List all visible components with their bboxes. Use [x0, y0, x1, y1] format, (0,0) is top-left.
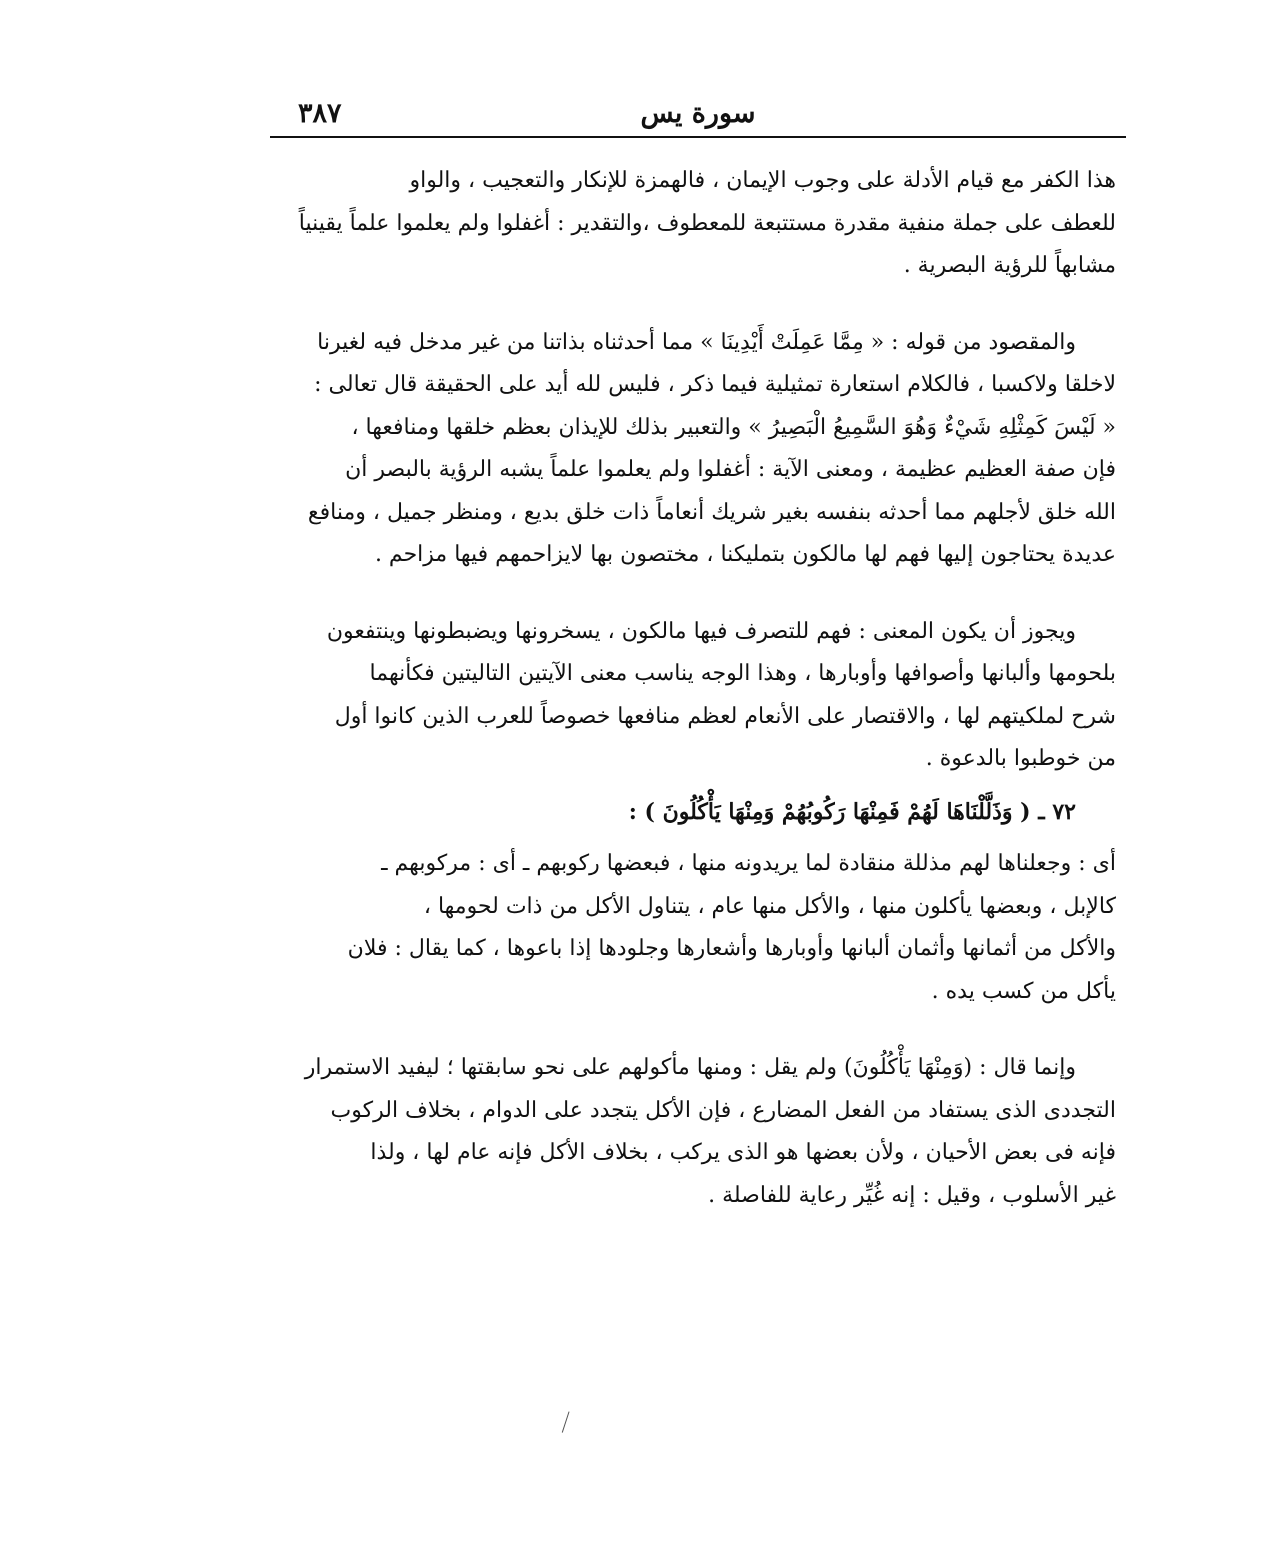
text-line: أى : وجعلناها لهم مذللة منقادة لما يريدونه منها ، فبعضها ركوبهم ـ أى : مركوبهم ـ [381, 851, 1116, 876]
page-header [270, 92, 1126, 134]
text-line: للعطف على جملة منفية مقدرة مستتبعة للمعطوف ،والتقدير : أغفلوا ولم يعلموا علماً يقينياً [298, 210, 1116, 236]
text-line: والمقصود من قوله : « مِمَّا عَمِلَتْ أَيْدِينَا » مما أحدثناه بذاتنا من غير مدخل فيه لغيرنا [317, 329, 1076, 355]
stray-pen-mark [562, 1411, 575, 1434]
paragraph-gap [270, 577, 1116, 611]
text-line: مشابهاً للرؤية البصرية . [903, 253, 1116, 278]
text-line: « لَيْسَ كَمِثْلِهِ شَيْءٌ وَهُوَ السَّمِيعُ الْبَصِيرُ » والتعبير بذلك للإيذان بعظم خلقها ومنافعها ، [351, 414, 1116, 440]
page-number: ٣٨٧ [298, 98, 342, 129]
verse-heading [270, 791, 1116, 834]
text-line: ويجوز أن يكون المعنى : فهم للتصرف فيها مالكون ، يسخرونها ويضبطونها وينتفعون [326, 618, 1076, 644]
verse-text: ( وَذَلَّلْنَاهَا لَهُمْ فَمِنْهَا رَكُوبُهُمْ وَمِنْهَا يَأْكُلُونَ ) : [628, 798, 1031, 825]
text-line: الله خلق لأجلهم مما أحدثه بنفسه بغير شريك أنعاماً ذات خلق بديع ، ومنظر جميل ، ومنافع [307, 499, 1116, 525]
body-text [270, 160, 1116, 1217]
paragraph-5 [270, 1047, 1116, 1217]
paragraph-gap [270, 781, 1116, 791]
text-line: عديدة يحتاجون إليها فهم لها مالكون بتمليكنا ، مختصون بها لايزاحمهم فيها مزاحم . [374, 542, 1116, 567]
paragraph-gap [270, 288, 1116, 322]
paragraph-2 [270, 322, 1116, 577]
text-line: شرح لملكيتهم لها ، والاقتصار على الأنعام لعظم منافعها خصوصاً للعرب الذين كانوا أول [334, 703, 1116, 729]
paragraph-gap [270, 1013, 1116, 1047]
text-line: هذا الكفر مع قيام الأدلة على وجوب الإيمان ، فالهمزة للإنكار والتعجيب ، والواو [409, 168, 1116, 193]
text-line: فإنه فى بعض الأحيان ، ولأن بعضها هو الذى يركب ، بخلاف الأكل فإنه عام لها ، ولذا [370, 1140, 1116, 1165]
text-line: كالإبل ، وبعضها يأكلون منها ، والأكل منها عام ، يتناول الأكل من ذات لحومها ، [423, 893, 1116, 919]
text-line: يأكل من كسب يده . [931, 978, 1116, 1004]
text-line: فإن صفة العظيم عظيمة ، ومعنى الآية : أغفلوا ولم يعلموا علماً يشبه الرؤية بالبصر أن [345, 457, 1116, 482]
header-rule [270, 136, 1126, 138]
text-line: غير الأسلوب ، وقيل : إنه غُيِّر رعاية للفاصلة . [708, 1182, 1116, 1208]
text-line: لاخلقا ولاكسبا ، فالكلام استعارة تمثيلية فيما ذكر ، فليس لله أيد على الحقيقة قال تعالى : [314, 372, 1116, 397]
text-line: من خوطبوا بالدعوة . [925, 746, 1116, 771]
text-line: بلحومها وألبانها وأصوافها وأوبارها ، وهذا الوجه يناسب معنى الآيتين التاليتين فكأنهما [369, 661, 1116, 686]
verse-number: ٧٢ ـ [1038, 798, 1076, 825]
text-line: والأكل من أثمانها وأثمان ألبانها وأوبارها وأشعارها وجلودها إذا باعوها ، كما يقال : فلان [347, 936, 1116, 961]
paragraph-gap [270, 833, 1116, 843]
text-line: وإنما قال : (وَمِنْهَا يَأْكُلُونَ) ولم يقل : ومنها مأكولهم على نحو سابقتها ؛ ليفيد الاستمرار [304, 1055, 1076, 1080]
paragraph-4 [270, 843, 1116, 1013]
paragraph-3 [270, 611, 1116, 781]
text-line: التجددى الذى يستفاد من الفعل المضارع ، فإن الأكل يتجدد على الدوام ، بخلاف الركوب [330, 1097, 1116, 1123]
paragraph-1 [270, 160, 1116, 288]
running-title: سورة يس [640, 98, 756, 129]
